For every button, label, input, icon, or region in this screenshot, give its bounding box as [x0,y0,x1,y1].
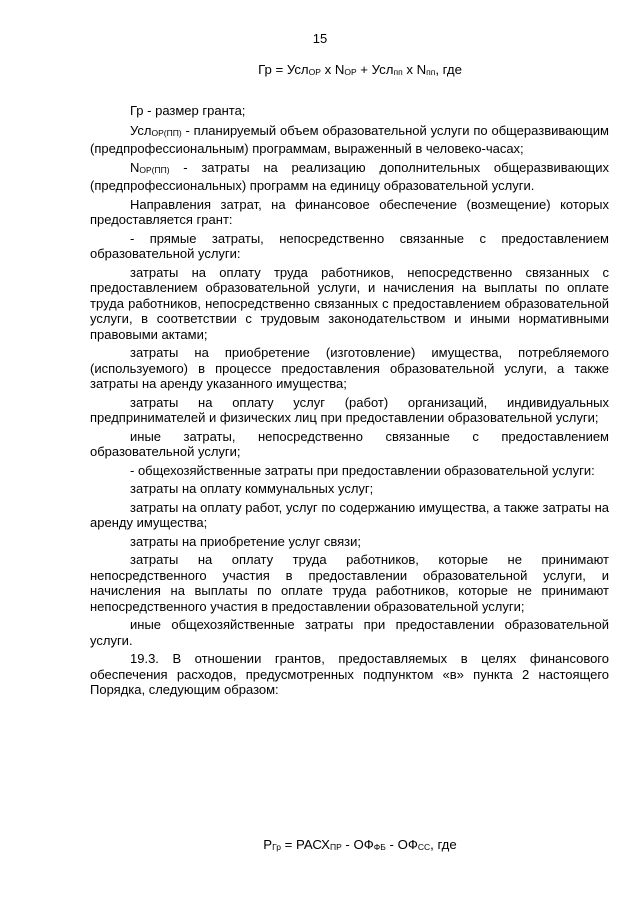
grant-amount-formula [40,837,640,852]
formula-subscript: ФБ [373,842,386,852]
formula-subscript: ОР [344,67,357,77]
formula-operator: - [341,837,354,852]
variable-subscript: ОР(ПП) [151,127,182,138]
formula-term: РАСХ [295,837,330,852]
formula-subscript: СС [417,842,431,852]
paragraph: $N_{ОР(ПП)}$ - затраты на реализацию дополнительных общеразвивающих (предпрофессиональных) программ на единицу образовательной услуги. [90,159,609,193]
formula-operator: = [280,837,296,852]
formula-subscript: пп [426,67,436,77]
page-number: 15 [312,31,328,46]
variable-subscript: ОР(ПП) [139,164,170,175]
formula-subscript: ОР [308,67,321,77]
formula-term: N [416,62,427,77]
formula-term: N [334,62,345,77]
paragraph: Направления затрат, на финансовое обеспечение (возмещение) которых предоставляется грант: [90,196,609,227]
paragraph: затраты на оплату труда работников, непосредственно связанных с предоставлением образовательной услуги, и начисления на выплаты по оплате труда работников, непосредственно связанных с предоставлением образовательной услуги, в соответствии с трудовым законодательством и иными нормативными правовыми актами; [90,264,609,342]
paragraph: затраты на приобретение услуг связи; [130,533,361,549]
variable-name: N [130,159,140,175]
formula-term: Усл [371,62,394,77]
formula-tail: , где [430,837,457,852]
formula-subscript: ПР [329,842,342,852]
formula-subscript: Гр [272,842,281,852]
grant-size-formula [40,62,640,77]
variable-name: Усл [130,122,152,138]
paragraph: - прямые затраты, непосредственно связанные с предоставлением образовательной услуги: [90,230,609,261]
formula-term: ОФ [397,837,418,852]
formula-operator: х [320,62,335,77]
paragraph: иные общехозяйственные затраты при предоставлении образовательной услуги. [90,617,609,648]
paragraph: затраты на оплату работ, услуг по содержанию имущества, а также затраты на аренду имущества; [90,499,609,530]
paragraph: 19.3. В отношении грантов, предоставляемых в целях финансового обеспечения расходов, предусмотренных подпунктом «в» пункта 2 настоящего Порядка, следующим образом: [90,651,609,697]
paragraph: затраты на оплату услуг (работ) организаций, индивидуальных предпринимателей и физических лиц при предоставлении образовательной услуги; [90,394,609,425]
formula-term: ОФ [353,837,374,852]
formula-tail: , где [435,62,462,77]
paragraph: иные затраты, непосредственно связанные с предоставлением образовательной услуги; [90,428,609,459]
formula-term: Р [263,837,273,852]
paragraph: Гр - размер гранта; [130,103,246,118]
paragraph: - общехозяйственные затраты при предоставлении образовательной услуги: [130,462,595,478]
formula-subscript: пп [393,67,403,77]
formula-operator: = [271,62,287,77]
formula-term: Гр [258,62,272,77]
formula-term: Усл [286,62,309,77]
formula-operator: х [402,62,417,77]
paragraph: затраты на оплату труда работников, которые не принимают непосредственного участия в предоставлении образовательной услуги, и начисления на выплаты по оплате труда работников, которые не принимают непосредственного участия в предоставлении образовательной услуги; [90,552,609,614]
formula-operator: - [385,837,398,852]
document-body [90,103,609,701]
formula-operator: + [356,62,372,77]
paragraph: Усл$_{ОР(ПП)}$ - планируемый объем образовательной услуги по общеразвивающим (предпрофессиональным) программам, выраженный в человеко-часах; [90,122,609,156]
paragraph: затраты на оплату коммунальных услуг; [130,481,374,496]
paragraph: затраты на приобретение (изготовление) имущества, потребляемого (используемого) в процессе предоставления образовательной услуги, а также затраты на аренду указанного имущества; [90,345,609,391]
